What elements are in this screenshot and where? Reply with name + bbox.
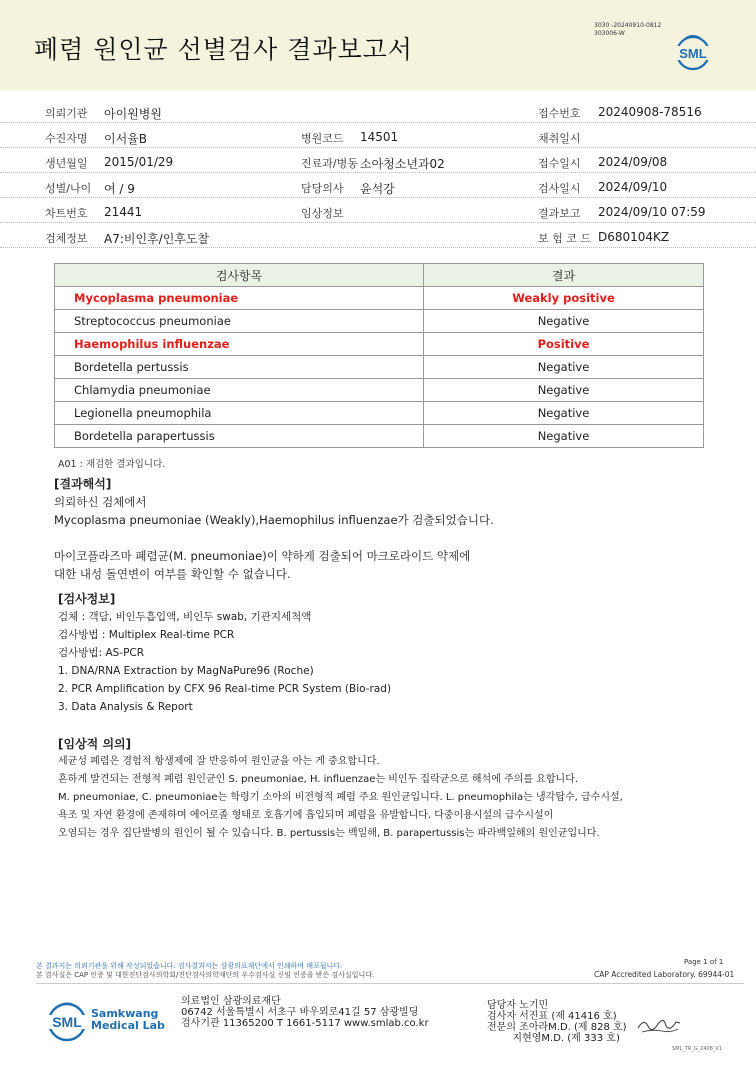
clinical-line: M. pneumoniae, C. pneumoniae는 학령기 소아의 비전형적 폐렴 주요 원인균입니다. L. pneumophila는 냉각탑수, 급수시설, bbox=[58, 792, 623, 803]
footer-brand-line-2: Medical Lab bbox=[91, 1019, 165, 1032]
report-header bbox=[0, 0, 756, 90]
clinical-line: 세균성 폐렴은 경험적 항생제에 잘 반응하여 원인균을 아는 게 중요합니다. bbox=[58, 756, 380, 767]
header-result: 결과 bbox=[424, 264, 704, 287]
document-code-line-1: 3030 -20240910-0812 bbox=[594, 22, 662, 29]
test-info-line: 검사방법 : Multiplex Real-time PCR bbox=[58, 629, 235, 641]
test-info-line: 검사방법: AS-PCR bbox=[58, 647, 145, 659]
receipt-no-value: 20240908-78516 bbox=[598, 105, 702, 119]
test-result: Negative bbox=[424, 356, 704, 379]
sml-footer-logo-icon bbox=[44, 1000, 90, 1042]
footer-address-line: 검사기관 11365200 T 1661-5117 www.smlab.co.kr bbox=[181, 1018, 429, 1029]
test-date-value: 2024/09/10 bbox=[598, 180, 668, 194]
footer-staff-line: 지현영M.D. (제 333 호) bbox=[487, 1033, 620, 1044]
info-row-4 bbox=[0, 174, 756, 198]
document-code-line-2: 303006-W bbox=[594, 30, 625, 37]
test-result: Weakly positive bbox=[424, 287, 704, 310]
footer-address-line: 06742 서울특별시 서초구 바우뫼로41길 57 삼광빌딩 bbox=[181, 1007, 419, 1018]
footer-brand-line-1: Samkwang bbox=[91, 1007, 159, 1020]
footer-notice bbox=[36, 962, 374, 980]
footer-staff-line: 전문의 조아라M.D. (제 828 호) bbox=[487, 1022, 627, 1033]
test-name: Bordetella pertussis bbox=[55, 356, 424, 379]
receipt-date-label: 접수일시 bbox=[538, 157, 581, 170]
footer-staff-line: 담당자 노기민 bbox=[487, 1000, 549, 1011]
table-row bbox=[55, 379, 704, 402]
clinical-info-label: 임상정보 bbox=[301, 207, 344, 220]
institution-value: 아이원병원 bbox=[104, 107, 162, 121]
sex-age-label: 성별/나이 bbox=[45, 182, 92, 195]
test-date-label: 검사일시 bbox=[538, 182, 581, 195]
test-name: Haemophilus influenzae bbox=[55, 333, 424, 356]
footer-notice-line-1: 본 결과지는 의뢰기관을 위해 작성되었습니다. 검사결과지는 삼광의료재단에서 인쇄하며 배포됩니다. bbox=[36, 962, 343, 970]
birth-value: 2015/01/29 bbox=[104, 155, 174, 169]
clinical-line: 흔하게 발견되는 전형적 폐렴 원인균인 S. pneumoniae, H. influenzae는 비인두 집락균으로 해석에 주의를 요합니다. bbox=[58, 774, 579, 785]
report-title: 폐렴 원인균 선별검사 결과보고서 bbox=[34, 35, 413, 64]
doctor-label: 담당의사 bbox=[301, 182, 344, 195]
dept-label: 진료과/병동 bbox=[301, 157, 358, 170]
report-date-value: 2024/09/10 07:59 bbox=[598, 205, 706, 219]
test-result: Negative bbox=[424, 425, 704, 448]
test-info-line: 2. PCR Amplification by CFX 96 Real-time PCR System (Bio-rad) bbox=[58, 683, 392, 695]
table-row bbox=[55, 425, 704, 448]
footer-staff-line: 검사자 서진표 (제 41416 호) bbox=[487, 1011, 617, 1022]
footer-staff bbox=[487, 1000, 627, 1044]
footer-brand bbox=[91, 1008, 165, 1032]
table-row bbox=[55, 310, 704, 333]
clinical-section bbox=[58, 735, 738, 843]
footer-address bbox=[181, 996, 429, 1029]
hospital-code-label: 병원코드 bbox=[301, 132, 344, 145]
specimen-label: 검체정보 bbox=[45, 232, 88, 245]
document-code bbox=[594, 22, 661, 38]
test-name: Chlamydia pneumoniae bbox=[55, 379, 424, 402]
retest-note: A01 : 재검한 결과입니다. bbox=[58, 459, 166, 470]
page-number: Page 1 of 1 bbox=[684, 958, 724, 966]
info-row-1 bbox=[0, 99, 756, 123]
info-row-3 bbox=[0, 149, 756, 173]
receipt-date-value: 2024/09/08 bbox=[598, 155, 668, 169]
table-row bbox=[55, 333, 704, 356]
info-row-5 bbox=[0, 199, 756, 223]
sex-age-value: 여 / 9 bbox=[104, 182, 135, 196]
table-row bbox=[55, 356, 704, 379]
patient-value: 이서율B bbox=[104, 132, 148, 146]
interpretation-section bbox=[54, 475, 734, 583]
interpretation-line: 대한 내성 돌연변이 여부를 확인할 수 없습니다. bbox=[54, 567, 291, 581]
specimen-value: A7:비인후/인후도찰 bbox=[104, 232, 210, 246]
test-info-section bbox=[58, 590, 738, 716]
patient-label: 수진자명 bbox=[45, 132, 88, 145]
test-name: Bordetella parapertussis bbox=[55, 425, 424, 448]
footer-address-line: 의료법인 삼광의료재단 bbox=[181, 996, 281, 1007]
form-code: SML_TR_G_2408_V1 bbox=[672, 1046, 723, 1052]
receipt-no-label: 접수번호 bbox=[538, 107, 581, 120]
test-info-line: 3. Data Analysis & Report bbox=[58, 701, 193, 713]
chart-no-label: 차트번호 bbox=[45, 207, 88, 220]
interpretation-line: 의뢰하신 검체에서 bbox=[54, 495, 147, 509]
report-date-label: 결과보고 bbox=[538, 207, 581, 220]
signature-icon bbox=[636, 1014, 682, 1036]
institution-label: 의뢰기관 bbox=[45, 107, 88, 120]
info-row-2 bbox=[0, 124, 756, 148]
test-name: Mycoplasma pneumoniae bbox=[55, 287, 424, 310]
insurance-value: D680104KZ bbox=[598, 230, 670, 244]
test-name: Legionella pneumophila bbox=[55, 402, 424, 425]
chart-no-value: 21441 bbox=[104, 205, 143, 219]
clinical-line: 욕조 및 자연 환경에 존재하며 에어로졸 형태로 호흡기에 흡입되며 폐렴을 유발합니다. 다중이용시설의 급수시설이 bbox=[58, 810, 554, 821]
cap-accreditation: CAP Accredited Laboratory. 69944-01 bbox=[594, 970, 735, 979]
doctor-value: 윤석강 bbox=[360, 182, 395, 196]
test-info-line: 1. DNA/RNA Extraction by MagNaPure96 (Roche) bbox=[58, 665, 314, 677]
clinical-title: [임상적 의의] bbox=[58, 737, 132, 751]
test-info-title: [검사정보] bbox=[58, 592, 116, 606]
test-info-line: 검체 : 객담, 비인두흡입액, 비인두 swab, 기관지세척액 bbox=[58, 611, 312, 623]
test-result: Positive bbox=[424, 333, 704, 356]
results-table bbox=[54, 263, 704, 448]
sml-logo-icon bbox=[672, 33, 714, 71]
hospital-code-value: 14501 bbox=[360, 130, 399, 144]
info-row-6 bbox=[0, 224, 756, 248]
test-result: Negative bbox=[424, 310, 704, 333]
test-name: Streptococcus pneumoniae bbox=[55, 310, 424, 333]
interpretation-title: [결과해석] bbox=[54, 477, 112, 491]
insurance-label: 보 험 코 드 bbox=[538, 232, 591, 245]
table-row bbox=[55, 402, 704, 425]
test-result: Negative bbox=[424, 379, 704, 402]
footer-divider bbox=[36, 983, 744, 984]
interpretation-line: Mycoplasma pneumoniae (Weakly),Haemophilus influenzae가 검출되었습니다. bbox=[54, 513, 494, 527]
birth-label: 생년월일 bbox=[45, 157, 88, 170]
interpretation-line: 마이코플라즈마 폐렴균(M. pneumoniae)이 약하게 검출되어 마크로라이드 약제에 bbox=[54, 549, 471, 563]
collect-date-label: 채취일시 bbox=[538, 132, 581, 145]
table-row bbox=[55, 287, 704, 310]
footer-notice-line-2: 본 검사실은 CAP 인증 및 대한진단검사의학회/진단검사의학재단의 우수검사실 신임 인증을 받은 검사실입니다. bbox=[36, 971, 375, 979]
logo-text: SML bbox=[679, 46, 707, 61]
header-test-item: 검사항목 bbox=[55, 264, 424, 287]
dept-value: 소아청소년과02 bbox=[360, 157, 445, 171]
test-result: Negative bbox=[424, 402, 704, 425]
footer-logo-text: SML bbox=[52, 1014, 82, 1030]
clinical-line: 오염되는 경우 집단발병의 원인이 될 수 있습니다. B. pertussis는 백일해, B. parapertussis는 파라백일해의 원인균입니다. bbox=[58, 828, 600, 839]
results-header-row bbox=[55, 264, 704, 287]
